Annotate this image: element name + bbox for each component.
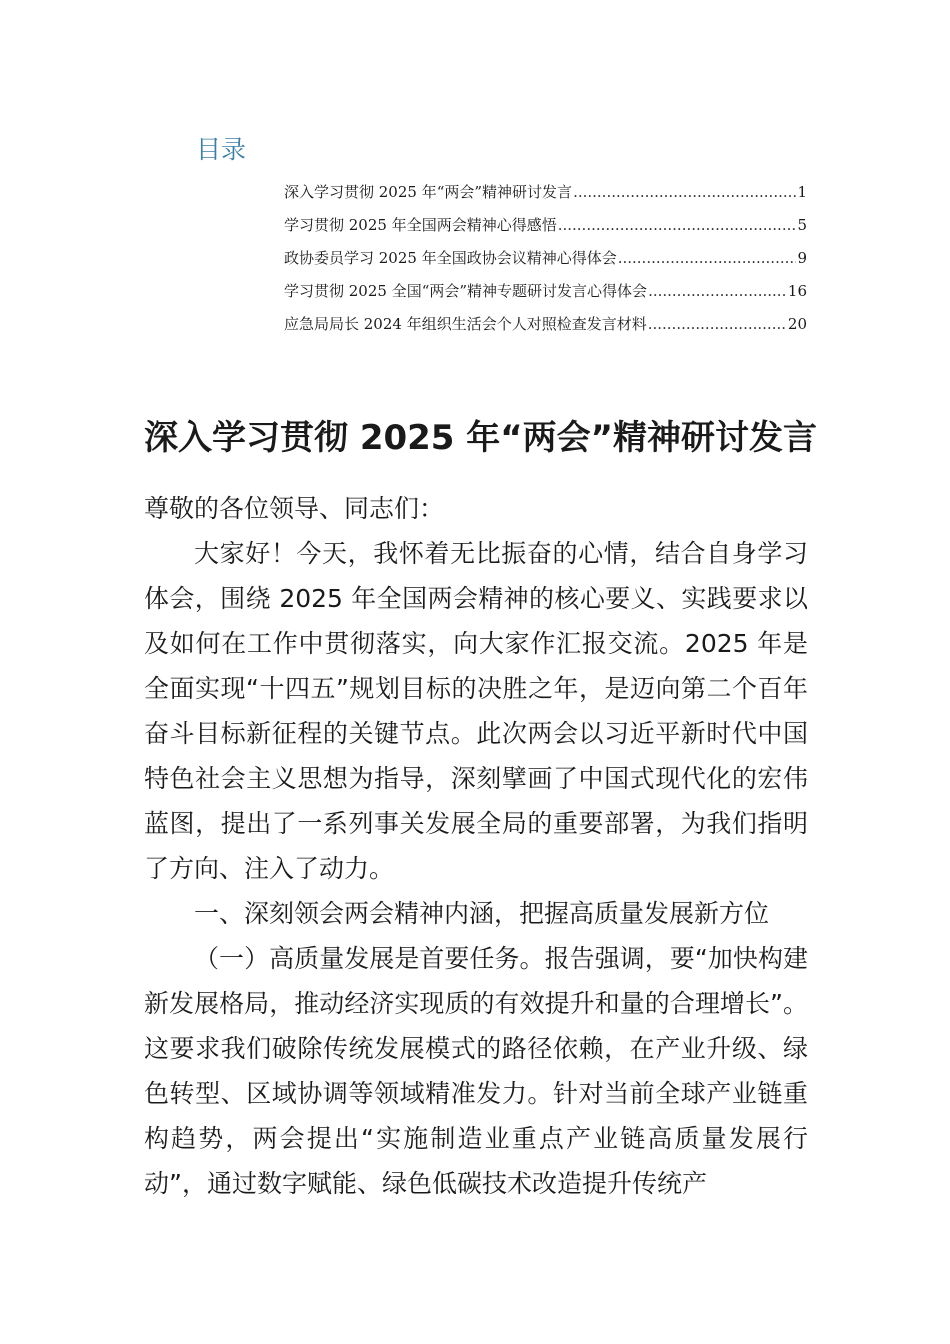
toc-entry-title: 学习贯彻 2025 年全国两会精神心得感悟	[284, 216, 557, 234]
toc-entry[interactable]	[284, 176, 807, 209]
toc-leader-dots	[618, 242, 797, 275]
salutation: 尊敬的各位领导、同志们：	[144, 494, 445, 523]
body-paragraph: （一）高质量发展是首要任务。报告强调，要“加快构建新发展格局，推动经济实现质的有效提升和量的合理增长”。这要求我们破除传统发展模式的路径依赖，在产业升级、绿色转型、区域协调等领域精准发力。针对当前全球产业链重构趋势，两会提出“实施制造业重点产业链高质量发展行动”，通过数字赋能、绿色低碳技术改造提升传统产	[144, 944, 808, 1198]
toc-entry[interactable]	[284, 242, 807, 275]
toc-entry-page: 20	[787, 315, 807, 333]
toc-leader-dots	[558, 209, 797, 242]
toc-leader-dots	[648, 308, 787, 341]
document-title: 深入学习贯彻 2025 年“两会”精神研讨发言	[144, 417, 817, 458]
toc-heading: 目录	[196, 135, 247, 164]
toc-entry-title: 政协委员学习 2025 年全国政协会议精神心得体会	[284, 249, 617, 267]
toc-entry[interactable]	[284, 209, 807, 242]
toc-leader-dots	[648, 275, 787, 308]
toc-entry-title: 学习贯彻 2025 全国“两会”精神专题研讨发言心得体会	[284, 282, 648, 300]
toc-entry-page: 9	[797, 249, 807, 267]
toc-entry-page: 16	[787, 282, 807, 300]
body-paragraph: 大家好！今天，我怀着无比振奋的心情，结合自身学习体会，围绕 2025 年全国两会精神的核心要义、实践要求以及如何在工作中贯彻落实，向大家作汇报交流。2025 年是全面实现“十四五”规划目标的决胜之年，是迈向第二个百年奋斗目标新征程的关键节点。此次两会以习近平新时代中国特色社会主义思想为指导，深刻擘画了中国式现代化的宏伟蓝图，提出了一系列事关发展全局的重要部署，为我们指明了方向、注入了动力。	[144, 539, 808, 883]
toc-entry[interactable]	[284, 275, 807, 308]
toc-leader-dots	[573, 176, 796, 209]
toc-entry[interactable]	[284, 308, 807, 341]
toc-entry-page: 5	[797, 216, 807, 234]
toc-entry-title: 应急局局长 2024 年组织生活会个人对照检查发言材料	[284, 315, 647, 333]
toc-entry-page: 1	[797, 183, 807, 201]
document-body	[144, 486, 808, 1206]
section-heading: 一、深刻领会两会精神内涵，把握高质量发展新方位	[194, 899, 770, 928]
table-of-contents	[284, 176, 807, 341]
toc-entry-title: 深入学习贯彻 2025 年“两会”精神研讨发言	[284, 183, 573, 201]
